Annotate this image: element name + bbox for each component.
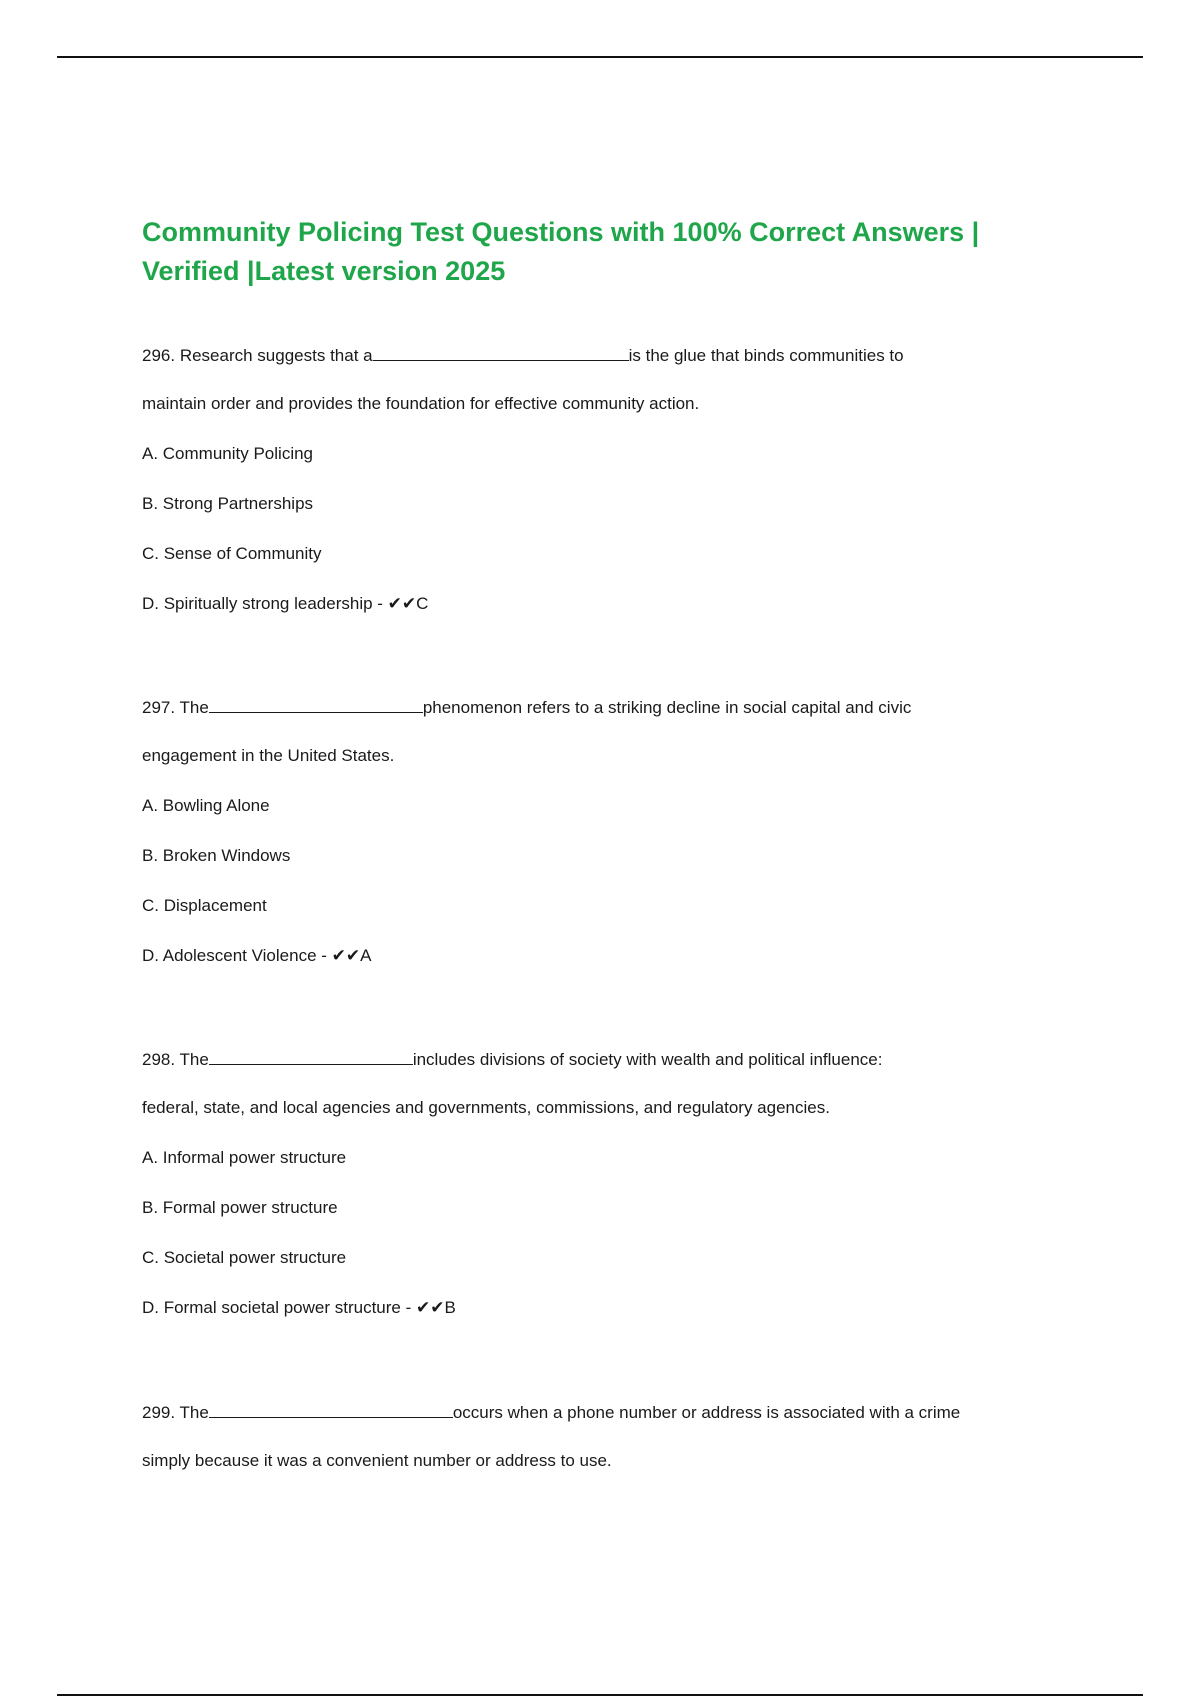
question-text-after: includes divisions of society with wealth and political influence: bbox=[412, 1050, 883, 1069]
question-stem bbox=[142, 1399, 1042, 1449]
question-text-after: is the glue that binds communities to bbox=[628, 346, 904, 365]
question-number: 297. bbox=[142, 698, 176, 717]
question-text-after: occurs when a phone number or address is associated with a crime bbox=[452, 1403, 961, 1422]
question-297 bbox=[142, 694, 1042, 994]
option-a: A. Community Policing bbox=[142, 444, 314, 463]
answer-blank bbox=[373, 342, 629, 361]
question-text-before: Research suggests that a bbox=[179, 346, 373, 365]
header-rule bbox=[57, 56, 1143, 58]
option-b: B. Strong Partnerships bbox=[142, 494, 314, 513]
answer-marker: - ✔✔A bbox=[316, 946, 372, 965]
option-d bbox=[142, 592, 1042, 642]
answer-marker: - ✔✔B bbox=[400, 1298, 456, 1317]
option-a: A. Bowling Alone bbox=[142, 796, 270, 815]
document-title: Community Policing Test Questions with 100% Correct Answers | Verified |Latest version 2025 bbox=[142, 217, 980, 286]
question-continuation: simply because it was a convenient number or address to use. bbox=[142, 1451, 612, 1470]
question-continuation: maintain order and provides the foundation for effective community action. bbox=[142, 394, 700, 413]
option-d bbox=[142, 944, 1042, 994]
question-text-before: The bbox=[179, 1050, 209, 1069]
option-d-text: D. Adolescent Violence bbox=[142, 946, 317, 965]
question-298 bbox=[142, 1046, 1042, 1346]
answer-blank bbox=[209, 1046, 413, 1065]
question-number: 298. bbox=[142, 1050, 176, 1069]
question-text-after: phenomenon refers to a striking decline in social capital and civic bbox=[422, 698, 912, 717]
option-d-text: D. Spiritually strong leadership bbox=[142, 594, 373, 613]
question-stem bbox=[142, 342, 1042, 392]
question-299 bbox=[142, 1399, 1042, 1499]
question-296 bbox=[142, 342, 1042, 642]
answer-marker: - ✔✔C bbox=[372, 594, 429, 613]
option-b: B. Formal power structure bbox=[142, 1198, 338, 1217]
question-stem bbox=[142, 1046, 1042, 1096]
answer-blank bbox=[209, 1399, 453, 1418]
question-number: 296. bbox=[142, 346, 176, 365]
footer-rule bbox=[57, 1694, 1143, 1696]
option-d bbox=[142, 1296, 1042, 1346]
option-a: A. Informal power structure bbox=[142, 1148, 347, 1167]
question-continuation: federal, state, and local agencies and governments, commissions, and regulatory agencies. bbox=[142, 1098, 830, 1117]
question-text-before: The bbox=[179, 1403, 209, 1422]
question-continuation: engagement in the United States. bbox=[142, 746, 395, 765]
question-number: 299. bbox=[142, 1403, 176, 1422]
answer-blank bbox=[209, 694, 423, 713]
option-c: C. Sense of Community bbox=[142, 544, 322, 563]
option-b: B. Broken Windows bbox=[142, 846, 291, 865]
question-stem bbox=[142, 694, 1042, 744]
question-text-before: The bbox=[179, 698, 209, 717]
option-c: C. Societal power structure bbox=[142, 1248, 347, 1267]
option-d-text: D. Formal societal power structure bbox=[142, 1298, 401, 1317]
option-c: C. Displacement bbox=[142, 896, 267, 915]
